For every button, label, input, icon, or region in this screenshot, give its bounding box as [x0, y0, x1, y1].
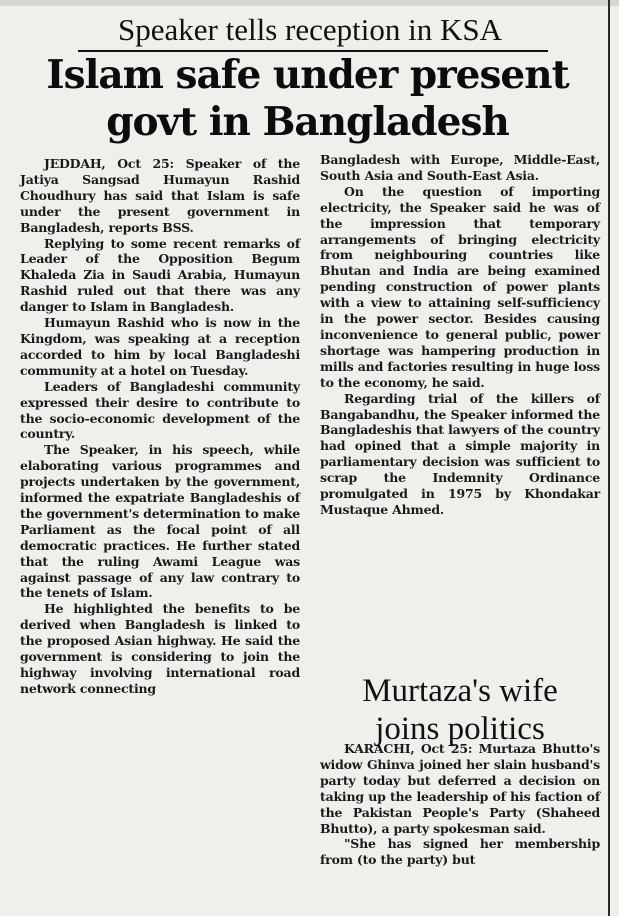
column-rule: [608, 0, 610, 916]
story-1-paragraph: Replying to some recent remarks of Leader of the Opposition Begum Khaleda Zia in Saudi Arabia, Humayun Rashid ruled out that there was any danger to Islam in Bangladesh.: [20, 235, 300, 315]
story-1-paragraph: JEDDAH, Oct 25: Speaker of the Jatiya Sangsad Humayun Rashid Choudhury has said that Islam is safe under the present government in Bangladesh, reports BSS.: [20, 156, 300, 235]
story-1-right-column: [320, 152, 600, 518]
story-1-paragraph: Humayun Rashid who is now in the Kingdom, was speaking at a reception accorded to him by local Bangladeshi community at a hotel on Tuesday.: [20, 315, 300, 378]
story-2-headline-line-2: joins politics: [375, 711, 545, 747]
story-2-body: [320, 741, 600, 868]
story-1-continuation: Bangladesh with Europe, Middle-East, South Asia and South-East Asia.: [320, 152, 600, 183]
story-2-paragraph: KARACHI, Oct 25: Murtaza Bhutto's widow Ghinva joined her slain husband's party today but deferred a decision on taking up the leadership of his faction of the Pakistan People's Party (Shaheed Bhutto), a party spokesman said.: [320, 741, 600, 836]
story-2-headline-line-1: Murtaza's wife: [362, 673, 558, 709]
story-1-paragraph: Leaders of Bangladeshi community expressed their desire to contribute to the socio-economic development of the country.: [20, 378, 300, 442]
story-1-left-column: [20, 156, 300, 697]
story-1-paragraph: The Speaker, in his speech, while elaborating various programmes and projects undertaken by the government, informed the expatriate Bangladeshis of the government's determination to make Parliament as the focal point of all democratic practices. He further stated that the ruling Awami League was against passage of any law contrary to the tenets of Islam.: [20, 442, 300, 601]
main-headline: [15, 52, 600, 146]
main-headline-line-2: govt in Bangladesh: [106, 99, 509, 145]
story-1-paragraph: On the question of importing electricity, the Speaker said he was of the impression that temporary arrangements of bringing electricity from neighbouring countries like Bhutan and India are being examined pending construction of power plants with a view to attaining self-sufficiency in the power sector. Besides causing inconvenience to general public, power shortage was hampering production in mills and factories resulting in huge loss to the economy, he said.: [320, 183, 600, 390]
main-headline-line-1: Islam safe under present: [46, 52, 569, 98]
page-top-edge: [0, 0, 619, 6]
story-1-paragraph: He highlighted the benefits to be derived when Bangladesh is linked to the proposed Asian highway. He said the government is considering to join the highway involving international road network connecting: [20, 601, 300, 696]
story-2-paragraph: "She has signed her membership from (to the party) but: [320, 836, 600, 868]
story-2-headline: [320, 672, 600, 748]
kicker-headline: Speaker tells reception in KSA: [118, 12, 502, 47]
story-1-paragraph: Regarding trial of the killers of Bangabandhu, the Speaker informed the Bangladeshis that lawyers of the country had opined that a simple majority in parliamentary decision was sufficient to scrap the Indemnity Ordinance promulgated in 1975 by Khondakar Mustaque Ahmed.: [320, 390, 600, 517]
